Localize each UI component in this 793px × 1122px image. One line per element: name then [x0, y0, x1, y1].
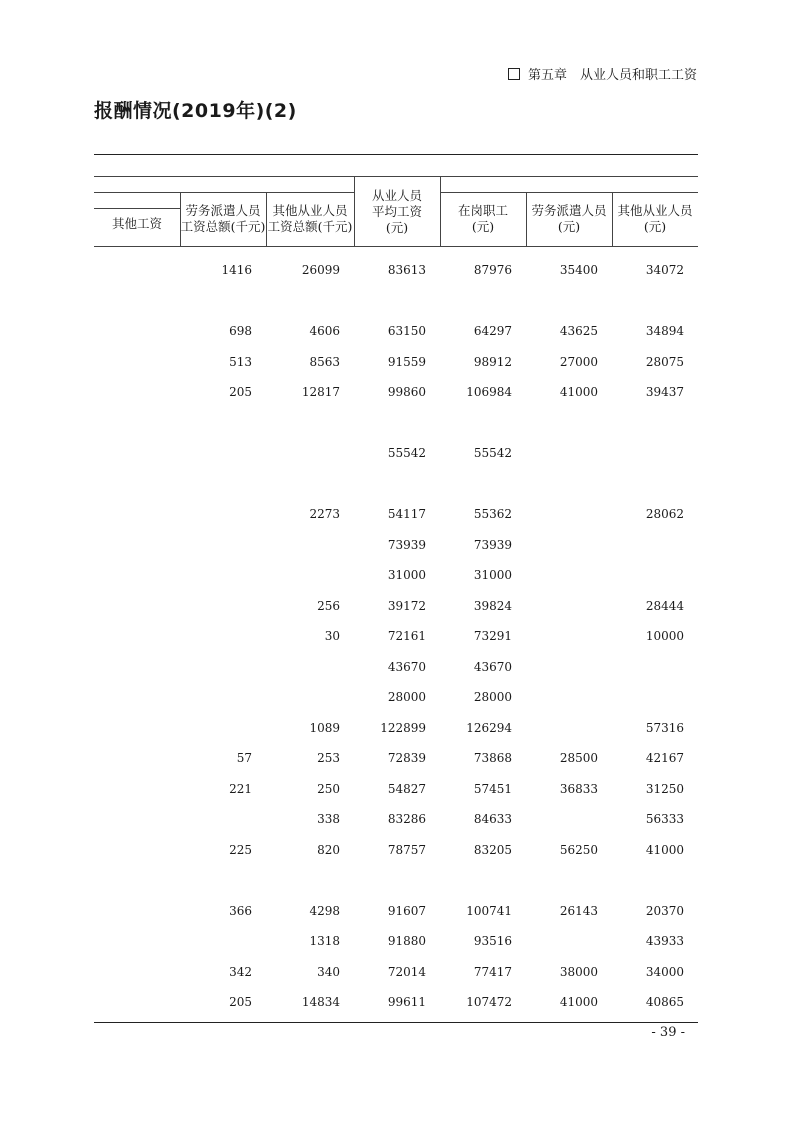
table-cell: 57451	[473, 781, 512, 796]
table-cell: 39437	[645, 385, 684, 399]
table-cell: 10000	[645, 629, 684, 643]
table-row	[94, 962, 698, 982]
table-row	[94, 443, 698, 463]
table-cell: 91607	[387, 903, 426, 918]
table-cell: 26099	[301, 263, 340, 277]
table-row	[94, 596, 698, 616]
table-cell: 57	[236, 751, 252, 765]
table-cell: 39172	[387, 598, 426, 613]
table-cell: 28062	[645, 507, 684, 521]
table-cell: 41000	[645, 842, 684, 857]
table-cell: 14834	[301, 995, 340, 1009]
table-cell: 340	[317, 964, 340, 979]
table-cell: 34072	[645, 263, 684, 277]
table-cell: 513	[229, 354, 252, 369]
table-cell: 72014	[387, 964, 426, 979]
table-cell: 78757	[387, 842, 426, 857]
table-cell: 698	[229, 324, 252, 338]
column-header-line: 工资总额(千元)	[267, 219, 353, 234]
column-header	[440, 203, 526, 235]
table-cell: 820	[317, 842, 340, 857]
table-row	[94, 870, 698, 890]
header-rule-first-col	[94, 208, 180, 209]
table-cell: 31000	[473, 568, 512, 582]
table-cell: 38000	[559, 964, 598, 979]
table-row	[94, 413, 698, 433]
table-cell: 43933	[645, 934, 684, 948]
page-number: - 39 -	[651, 1025, 685, 1040]
table-cell: 12817	[301, 385, 340, 399]
header-rule-group-left	[94, 192, 354, 193]
table-cell: 63150	[387, 324, 426, 338]
table-cell: 83205	[473, 842, 512, 857]
table-cell: 338	[317, 812, 340, 826]
table-cell: 98912	[473, 354, 512, 369]
table-row	[94, 291, 698, 311]
table-row	[94, 504, 698, 524]
table-cell: 122899	[380, 720, 426, 735]
table-cell: 87976	[473, 263, 512, 277]
table-cell: 43625	[559, 324, 598, 338]
table-cell: 253	[317, 751, 340, 765]
table-cell: 43670	[473, 659, 512, 674]
table-cell: 54117	[387, 507, 426, 521]
column-header	[526, 203, 612, 235]
column-header	[612, 203, 698, 235]
table-cell: 55362	[473, 507, 512, 521]
table-top-rule	[94, 154, 698, 155]
table-cell: 40865	[645, 995, 684, 1009]
column-header-line: (元)	[643, 219, 667, 234]
column-header-line: (元)	[385, 220, 409, 235]
table-cell: 54827	[387, 781, 426, 796]
table-cell: 84633	[473, 812, 512, 826]
table-cell: 39824	[473, 598, 512, 613]
table-cell: 27000	[559, 354, 598, 369]
table-cell: 221	[229, 781, 252, 796]
table-cell: 55542	[473, 446, 512, 460]
chapter-header	[508, 64, 697, 83]
column-header	[354, 188, 440, 236]
table-row	[94, 565, 698, 585]
table-cell: 28075	[645, 354, 684, 369]
table-cell: 36833	[559, 781, 598, 796]
table-cell: 20370	[645, 903, 684, 918]
table-cell: 366	[229, 903, 252, 918]
column-header-line: 工资总额(千元)	[180, 219, 266, 234]
column-header-line: 其他从业人员	[272, 203, 348, 218]
table-row	[94, 748, 698, 768]
table-cell: 107472	[466, 995, 512, 1009]
table-cell: 205	[229, 995, 252, 1009]
table-cell: 30	[324, 629, 340, 643]
table-cell: 100741	[466, 903, 512, 918]
table-cell: 250	[317, 781, 340, 796]
table-cell: 73939	[473, 537, 512, 552]
table-cell: 26143	[559, 903, 598, 918]
table-cell: 28000	[387, 690, 426, 704]
table-cell: 31250	[645, 781, 684, 796]
table-cell: 31000	[387, 568, 426, 582]
table-cell: 99611	[387, 995, 426, 1009]
table-cell: 93516	[473, 934, 512, 948]
table-row	[94, 779, 698, 799]
table-row	[94, 718, 698, 738]
table-cell: 99860	[387, 385, 426, 399]
header-rule-upper	[94, 176, 698, 177]
table-row	[94, 352, 698, 372]
table-cell: 4606	[309, 324, 340, 338]
table-cell: 34000	[645, 964, 684, 979]
table-cell: 73291	[473, 629, 512, 643]
table-cell: 73868	[473, 751, 512, 765]
table-cell: 56250	[559, 842, 598, 857]
column-header-line: (元)	[471, 219, 495, 234]
table-row	[94, 840, 698, 860]
table-cell: 64297	[473, 324, 512, 338]
table-cell: 73939	[387, 537, 426, 552]
table-row	[94, 321, 698, 341]
table-row	[94, 809, 698, 829]
table-row	[94, 382, 698, 402]
square-icon	[508, 68, 520, 80]
table-cell: 1318	[309, 934, 340, 948]
table-row	[94, 992, 698, 1012]
table-cell: 41000	[559, 995, 598, 1009]
column-header-line: 从业人员	[371, 188, 422, 203]
table-cell: 42167	[645, 751, 684, 765]
table-row	[94, 474, 698, 494]
table-cell: 57316	[645, 720, 684, 735]
column-header	[266, 203, 354, 235]
table-cell: 28444	[645, 598, 684, 613]
column-header-line: 劳务派遣人员	[531, 203, 607, 218]
table-row	[94, 901, 698, 921]
header-rule-group-right	[440, 192, 698, 193]
table-cell: 43670	[387, 659, 426, 674]
column-header	[180, 203, 266, 235]
table-row	[94, 626, 698, 646]
table-cell: 28000	[473, 690, 512, 704]
table-cell: 106984	[466, 385, 512, 399]
table-cell: 225	[229, 842, 252, 857]
table-cell: 91559	[387, 354, 426, 369]
table-row	[94, 687, 698, 707]
column-header-line: 劳务派遣人员	[185, 203, 261, 218]
table-cell: 28500	[559, 751, 598, 765]
table-cell: 91880	[387, 934, 426, 948]
table-cell: 55542	[387, 446, 426, 460]
column-header-line: 在岗职工	[457, 203, 508, 218]
table-cell: 72161	[387, 629, 426, 643]
table-cell: 34894	[645, 324, 684, 338]
table-cell: 1089	[309, 720, 340, 735]
table-cell: 4298	[309, 903, 340, 918]
table-row	[94, 657, 698, 677]
table-cell: 83613	[387, 263, 426, 277]
table-cell: 8563	[309, 354, 340, 369]
table-bottom-rule	[94, 1022, 698, 1023]
column-header-line: 平均工资	[371, 204, 422, 219]
table-cell: 77417	[473, 964, 512, 979]
table-cell: 205	[229, 385, 252, 399]
column-header-line: (元)	[557, 219, 581, 234]
column-header-line: 其他从业人员	[617, 203, 693, 218]
column-header	[94, 216, 180, 232]
table-cell: 1416	[221, 263, 252, 277]
chapter-title: 第五章 从业人员和职工工资	[527, 68, 697, 83]
table-cell: 41000	[559, 385, 598, 399]
table-cell: 72839	[387, 751, 426, 765]
table-row	[94, 931, 698, 951]
table-cell: 126294	[466, 720, 512, 735]
table-cell: 83286	[387, 812, 426, 826]
table-cell: 56333	[645, 812, 684, 826]
column-header-line: 其他工资	[111, 216, 162, 231]
table-row	[94, 535, 698, 555]
table-row	[94, 260, 698, 280]
table-cell: 2273	[309, 507, 340, 521]
page-title: 报酬情况(2019年)(2)	[94, 100, 297, 122]
table-cell: 342	[229, 964, 252, 979]
table-cell: 256	[317, 598, 340, 613]
header-rule-bottom	[94, 246, 698, 247]
table-cell: 35400	[559, 263, 598, 277]
